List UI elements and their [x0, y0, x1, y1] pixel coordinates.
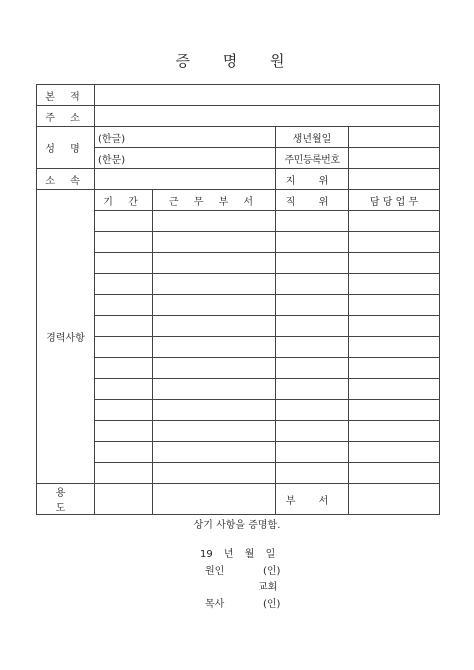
- document-title: 증 명 원: [175, 52, 299, 70]
- career-row: [37, 274, 440, 295]
- col-position-header: 직 위: [276, 190, 349, 211]
- hangul-label: (한글): [98, 133, 126, 145]
- pastor-seal: (인): [263, 599, 281, 610]
- career-dept-cell[interactable]: [153, 253, 276, 274]
- bonjeok-label: 본 적: [37, 85, 95, 106]
- name-hanmun-field[interactable]: [95, 148, 276, 169]
- career-dept-cell[interactable]: [153, 316, 276, 337]
- career-position-cell[interactable]: [276, 358, 349, 379]
- pastor-label: 목사: [205, 599, 225, 610]
- career-position-cell[interactable]: [276, 400, 349, 421]
- career-dept-cell[interactable]: [153, 421, 276, 442]
- career-duty-cell[interactable]: [349, 463, 440, 484]
- career-duty-cell[interactable]: [349, 316, 440, 337]
- career-period-cell[interactable]: [95, 232, 153, 253]
- sosok-field[interactable]: [95, 169, 276, 190]
- career-row: [37, 295, 440, 316]
- career-position-cell[interactable]: [276, 442, 349, 463]
- birth-field[interactable]: [349, 127, 440, 148]
- career-position-cell[interactable]: [276, 211, 349, 232]
- applicant-seal: (인): [263, 566, 281, 577]
- career-duty-cell[interactable]: [349, 379, 440, 400]
- row-sosok: [37, 169, 440, 190]
- row-purpose: [37, 484, 440, 515]
- juso-label: 주 소: [37, 106, 95, 127]
- date-line: 19 년 월 일: [200, 549, 276, 560]
- career-period-cell[interactable]: [95, 400, 153, 421]
- career-position-cell[interactable]: [276, 337, 349, 358]
- career-dept-cell[interactable]: [153, 232, 276, 253]
- rrn-field[interactable]: [349, 148, 440, 169]
- row-name-hanmun: [37, 148, 440, 169]
- career-period-cell[interactable]: [95, 463, 153, 484]
- bonjeok-field[interactable]: [95, 85, 440, 106]
- career-duty-cell[interactable]: [349, 295, 440, 316]
- career-position-cell[interactable]: [276, 463, 349, 484]
- career-position-cell[interactable]: [276, 379, 349, 400]
- career-duty-cell[interactable]: [349, 274, 440, 295]
- career-position-cell[interactable]: [276, 232, 349, 253]
- career-row: [37, 253, 440, 274]
- career-duty-cell[interactable]: [349, 211, 440, 232]
- purpose-label: 용 도: [37, 484, 95, 515]
- career-duty-cell[interactable]: [349, 442, 440, 463]
- career-row: [37, 358, 440, 379]
- career-position-cell[interactable]: [276, 253, 349, 274]
- buseo-label: 부 서: [276, 484, 349, 515]
- career-dept-cell[interactable]: [153, 358, 276, 379]
- career-row: [37, 316, 440, 337]
- career-period-cell[interactable]: [95, 442, 153, 463]
- row-juso: [37, 106, 440, 127]
- purpose-field-extra[interactable]: [153, 484, 276, 515]
- career-row: [37, 337, 440, 358]
- career-period-cell[interactable]: [95, 337, 153, 358]
- career-label: 경력사항: [37, 190, 95, 484]
- career-row: [37, 211, 440, 232]
- career-period-cell[interactable]: [95, 379, 153, 400]
- career-duty-cell[interactable]: [349, 400, 440, 421]
- row-name-hangul: [37, 127, 440, 148]
- col-period-header: 기 간: [95, 190, 153, 211]
- jiwi-label: 지 위: [276, 169, 349, 190]
- career-row: [37, 442, 440, 463]
- rrn-label: 주민등록번호: [276, 148, 349, 169]
- certify-statement: 상기 사항을 증명함.: [193, 520, 281, 531]
- career-duty-cell[interactable]: [349, 337, 440, 358]
- career-position-cell[interactable]: [276, 274, 349, 295]
- career-row: [37, 232, 440, 253]
- career-dept-cell[interactable]: [153, 295, 276, 316]
- col-dept-header: 근 무 부 서: [153, 190, 276, 211]
- career-period-cell[interactable]: [95, 358, 153, 379]
- career-dept-cell[interactable]: [153, 463, 276, 484]
- juso-field[interactable]: [95, 106, 440, 127]
- church-label: 교회: [258, 582, 278, 593]
- career-row: [37, 421, 440, 442]
- career-header-row: [37, 190, 440, 211]
- career-dept-cell[interactable]: [153, 274, 276, 295]
- career-position-cell[interactable]: [276, 316, 349, 337]
- career-dept-cell[interactable]: [153, 442, 276, 463]
- career-duty-cell[interactable]: [349, 232, 440, 253]
- col-duty-header: 담 당 업 무: [349, 190, 440, 211]
- hanmun-label: (한문): [98, 154, 126, 166]
- name-label: 성 명: [37, 127, 95, 169]
- career-period-cell[interactable]: [95, 253, 153, 274]
- jiwi-field[interactable]: [349, 169, 440, 190]
- birth-label: 생년월일: [276, 127, 349, 148]
- career-duty-cell[interactable]: [349, 253, 440, 274]
- career-period-cell[interactable]: [95, 421, 153, 442]
- career-position-cell[interactable]: [276, 421, 349, 442]
- purpose-field[interactable]: [95, 484, 153, 515]
- career-period-cell[interactable]: [95, 295, 153, 316]
- career-period-cell[interactable]: [95, 316, 153, 337]
- career-dept-cell[interactable]: [153, 379, 276, 400]
- career-dept-cell[interactable]: [153, 400, 276, 421]
- name-hangul-field[interactable]: [95, 127, 276, 148]
- career-row: [37, 379, 440, 400]
- sosok-label: 소 속: [37, 169, 95, 190]
- career-dept-cell[interactable]: [153, 211, 276, 232]
- career-duty-cell[interactable]: [349, 358, 440, 379]
- career-period-cell[interactable]: [95, 274, 153, 295]
- buseo-field[interactable]: [349, 484, 440, 515]
- certificate-form-table: [36, 84, 440, 515]
- row-bonjeok: [37, 85, 440, 106]
- career-dept-cell[interactable]: [153, 337, 276, 358]
- career-period-cell[interactable]: [95, 211, 153, 232]
- applicant-label: 원인: [205, 566, 225, 577]
- career-row: [37, 463, 440, 484]
- career-position-cell[interactable]: [276, 295, 349, 316]
- career-duty-cell[interactable]: [349, 421, 440, 442]
- career-row: [37, 400, 440, 421]
